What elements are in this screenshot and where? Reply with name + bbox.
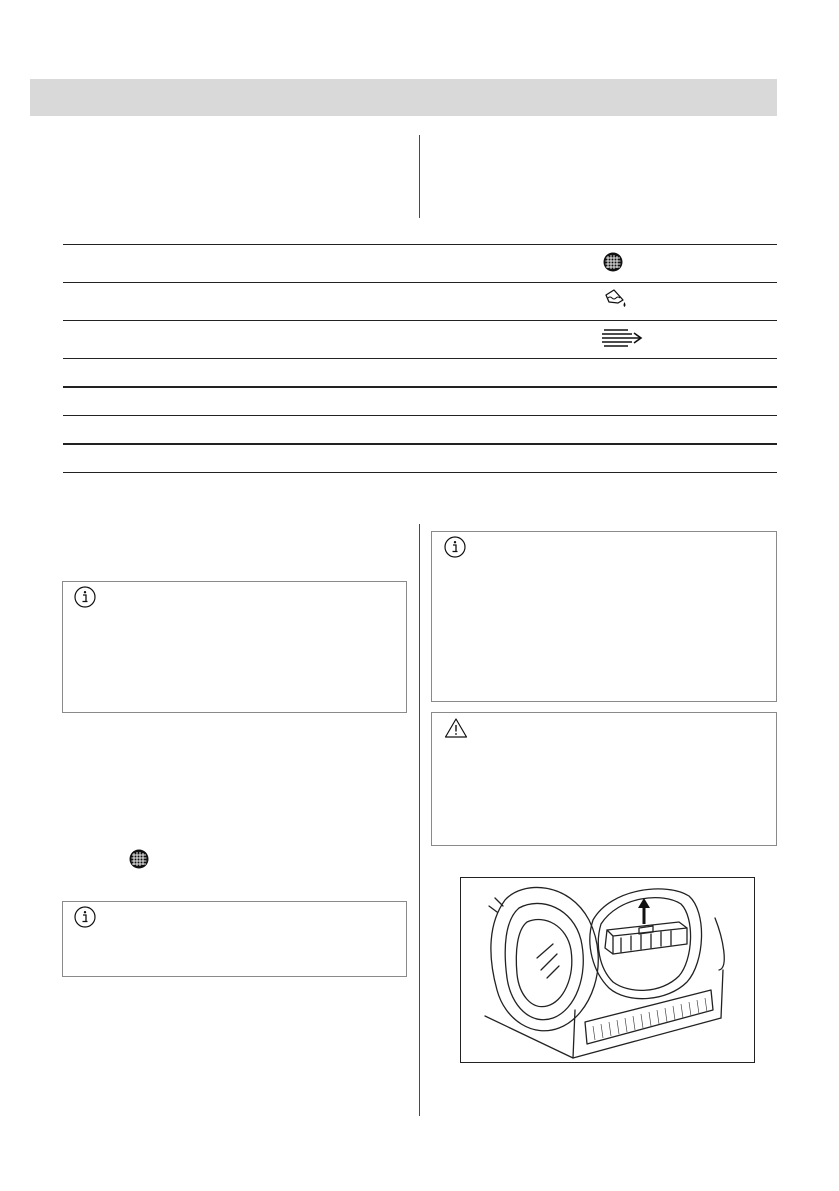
warning-note-box: [431, 712, 777, 846]
table-rule: [63, 443, 777, 445]
table-rule: [63, 320, 777, 321]
filter-removal-illustration: [460, 877, 755, 1063]
water-container-icon: [602, 287, 628, 309]
info-note-box: [62, 581, 407, 713]
column-divider-top: [419, 135, 420, 218]
table-rule: [63, 472, 777, 473]
heat-exchanger-icon: [600, 326, 626, 348]
info-note-box: [431, 531, 777, 702]
table-rule: [63, 282, 777, 283]
info-icon: [74, 586, 96, 608]
filter-clean-icon: [602, 251, 628, 273]
info-icon: [74, 906, 96, 928]
table-rule: [63, 415, 777, 416]
info-icon: [444, 536, 466, 558]
table-rule: [63, 244, 777, 245]
warning-icon: [444, 717, 466, 739]
section-header-band: [30, 79, 777, 116]
table-rule: [63, 386, 777, 388]
column-divider-bottom: [419, 524, 420, 1116]
info-note-box: [62, 901, 407, 977]
filter-clean-icon: [128, 848, 154, 870]
table-rule: [63, 358, 777, 359]
